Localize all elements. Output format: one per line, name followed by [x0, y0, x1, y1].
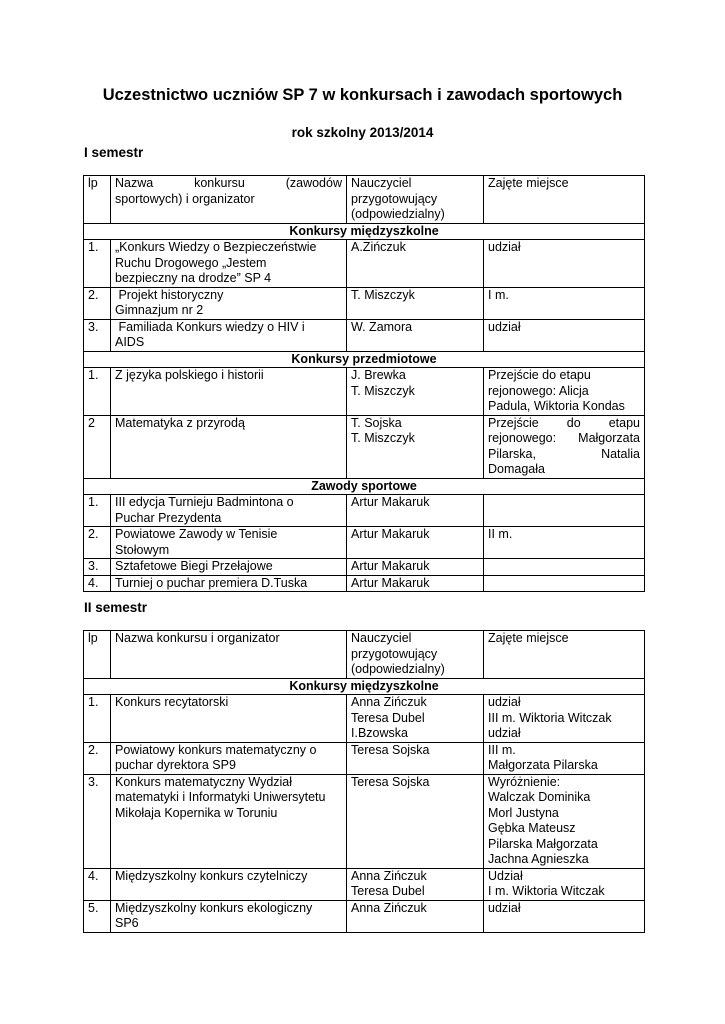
row-teacher: [347, 368, 484, 416]
header-teacher-line: Nauczyciel: [351, 176, 412, 190]
row-teacher: [347, 774, 484, 868]
row-name-line: Powiatowy konkurs matematyczny o: [115, 742, 317, 757]
row-place-line: Przejście do etapu: [488, 415, 640, 430]
section-heading: Konkursy międzyszkolne: [84, 223, 645, 240]
row-teacher-line: Teresa Dubel: [351, 884, 425, 898]
row-teacher: [347, 287, 484, 319]
row-teacher-line: T. Miszczyk: [351, 287, 415, 302]
row-name-line: bezpieczny na drodze” SP 4: [115, 271, 272, 285]
row-name: [111, 900, 347, 932]
row-lp: 2.: [84, 287, 111, 319]
row-teacher-line: Teresa Dubel: [351, 710, 425, 725]
row-name-line: Familiada Konkurs wiedzy o HIV i: [115, 319, 305, 334]
row-lp: 5.: [84, 900, 111, 932]
row-lp: 1.: [84, 368, 111, 416]
row-place-line: udział: [488, 319, 521, 334]
header-teacher-line: (odpowiedzialny): [351, 207, 445, 221]
row-name-line: Międzyszkolny konkurs czytelniczy: [115, 868, 308, 883]
row-teacher-line: A.Zińczuk: [351, 240, 406, 254]
row-name-line: Mikołaja Kopernika w Toruniu: [115, 805, 278, 820]
row-name: [111, 695, 347, 743]
row-place-line: udział: [488, 726, 521, 740]
row-teacher-line: W. Zamora: [351, 319, 413, 334]
row-place-line: Walczak Dominika: [488, 790, 591, 804]
row-teacher: [347, 695, 484, 743]
row-lp: 4.: [84, 575, 111, 592]
header-name: [111, 176, 347, 224]
row-name-line: Ruchu Drogowego „Jestem: [115, 255, 267, 270]
row-place-line: III m.: [488, 742, 516, 757]
row-teacher-line: T. Sojska: [351, 415, 402, 430]
row-name-line: Matematyka z przyrodą: [115, 415, 245, 430]
row-name: [111, 415, 347, 478]
table-row: [84, 240, 645, 288]
row-name: [111, 527, 347, 559]
table-row: [84, 868, 645, 900]
row-place: [484, 240, 645, 288]
row-name: [111, 774, 347, 868]
row-place: [484, 575, 645, 592]
row-lp: 3.: [84, 774, 111, 868]
document-title: Uczestnictwo uczniów SP 7 w konkursach i zawodach sportowych: [102, 86, 623, 104]
table-row: [84, 774, 645, 868]
row-name-line: Projekt historyczny: [115, 287, 224, 302]
row-lp: 2.: [84, 742, 111, 774]
row-place-line: Gębka Mateusz: [488, 821, 576, 835]
row-teacher-line: Anna Zińczuk: [351, 900, 427, 915]
row-place-line: Pilarska Małgorzata: [488, 836, 598, 851]
header-lp: lp: [84, 631, 111, 679]
row-teacher-line: I.Bzowska: [351, 726, 408, 740]
header-name: Nazwa konkursu i organizator: [111, 631, 347, 679]
header-teacher-line: (odpowiedzialny): [351, 662, 445, 676]
header-teacher: [347, 176, 484, 224]
row-lp: 1.: [84, 695, 111, 743]
row-place-line: udział: [488, 695, 521, 709]
row-place-line: Morl Justyna: [488, 805, 559, 820]
row-teacher-line: Artur Makaruk: [351, 527, 430, 541]
row-teacher: [347, 900, 484, 932]
section-heading-row: [84, 678, 645, 695]
header-lp: lp: [84, 176, 111, 224]
table-row: [84, 575, 645, 592]
row-name: [111, 368, 347, 416]
row-teacher-line: T. Miszczyk: [351, 431, 415, 445]
row-name-line: Puchar Prezydenta: [115, 510, 222, 525]
table-row: [84, 415, 645, 478]
row-place: [484, 742, 645, 774]
row-name-line: puchar dyrektora SP9: [115, 758, 236, 772]
semester-1-table: [83, 175, 645, 592]
row-lp: 4.: [84, 868, 111, 900]
header-name-part: konkursu: [194, 176, 245, 190]
row-name: [111, 559, 347, 576]
header-teacher-line: przygotowujący: [351, 646, 438, 661]
row-teacher: [347, 495, 484, 527]
table-header-row: [84, 176, 645, 224]
row-place: [484, 319, 645, 351]
table-row: [84, 695, 645, 743]
row-teacher: [347, 415, 484, 478]
row-place-line: udział: [488, 900, 521, 915]
row-teacher: [347, 559, 484, 576]
row-teacher: [347, 240, 484, 288]
row-place: [484, 415, 645, 478]
row-name: [111, 742, 347, 774]
table-row: [84, 742, 645, 774]
row-name: [111, 495, 347, 527]
row-place-line: II m.: [488, 527, 513, 541]
row-place-line: III m. Wiktoria Witczak: [488, 710, 612, 725]
row-place-line: Domagała: [488, 462, 545, 476]
row-name: [111, 287, 347, 319]
row-place-line: udział: [488, 240, 521, 254]
section-heading-row: [84, 351, 645, 368]
row-lp: 1.: [84, 495, 111, 527]
table-row: [84, 900, 645, 932]
row-teacher-line: Teresa Sojska: [351, 774, 430, 789]
row-name-line: AIDS: [115, 335, 145, 349]
row-place-line: rejonowego: Małgorzata: [488, 431, 640, 445]
header-teacher: [347, 631, 484, 679]
row-lp: 3.: [84, 559, 111, 576]
row-name-line: Turniej o puchar premiera D.Tuska: [115, 575, 308, 590]
row-place: [484, 368, 645, 416]
row-name-line: Powiatowe Zawody w Tenisie: [115, 527, 278, 541]
row-name-line: Stołowym: [115, 542, 170, 557]
header-teacher-line: Nauczyciel: [351, 631, 412, 645]
row-place: [484, 559, 645, 576]
row-teacher: [347, 527, 484, 559]
row-teacher-line: Anna Zińczuk: [351, 695, 427, 709]
row-teacher-line: Artur Makaruk: [351, 575, 430, 590]
row-place: [484, 900, 645, 932]
section-heading: Zawody sportowe: [84, 478, 645, 495]
table-row: [84, 368, 645, 416]
row-place-line: Przejście do etapu: [488, 368, 591, 382]
section-heading: Konkursy międzyszkolne: [84, 678, 645, 695]
row-place-line: Jachna Agnieszka: [488, 852, 589, 866]
row-place: [484, 774, 645, 868]
row-name-line: SP6: [115, 916, 139, 930]
section-heading: Konkursy przedmiotowe: [84, 351, 645, 368]
row-name-line: Gimnazjum nr 2: [115, 303, 204, 317]
row-teacher-line: Artur Makaruk: [351, 559, 430, 573]
row-name-line: Konkurs matematyczny Wydział: [115, 774, 293, 789]
table-row: [84, 495, 645, 527]
row-name-line: Z języka polskiego i historii: [115, 368, 264, 382]
row-name-line: Sztafetowe Biegi Przełajowe: [115, 559, 273, 573]
row-lp: 2.: [84, 527, 111, 559]
row-lp: 1.: [84, 240, 111, 288]
row-lp: 3.: [84, 319, 111, 351]
row-name-line: III edycja Turnieju Badmintona o: [115, 495, 294, 509]
row-teacher: [347, 575, 484, 592]
table-row: [84, 319, 645, 351]
school-year: rok szkolny 2013/2014: [291, 125, 434, 140]
row-place: [484, 527, 645, 559]
row-teacher-line: J. Brewka: [351, 368, 406, 382]
row-teacher: [347, 868, 484, 900]
row-teacher-line: Artur Makaruk: [351, 495, 430, 509]
row-place-line: Małgorzata Pilarska: [488, 758, 598, 772]
row-place-line: I m. Wiktoria Witczak: [488, 884, 605, 898]
row-place-line: Pilarska, Natalia: [488, 446, 640, 461]
row-place-line: I m.: [488, 287, 509, 302]
header-teacher-line: przygotowujący: [351, 191, 438, 206]
row-name-line: Międzyszkolny konkurs ekologiczny: [115, 900, 313, 915]
row-place-line: rejonowego: Alicja: [488, 383, 589, 398]
table-row: [84, 559, 645, 576]
row-teacher-line: Anna Zińczuk: [351, 868, 427, 883]
row-teacher-line: T. Miszczyk: [351, 383, 415, 398]
header-place: Zajęte miejsce: [484, 631, 645, 679]
row-teacher: [347, 742, 484, 774]
section-heading-row: [84, 223, 645, 240]
table-row: [84, 287, 645, 319]
row-place: [484, 695, 645, 743]
table-header-row: [84, 631, 645, 679]
row-place: [484, 495, 645, 527]
semester-2-label: II semestr: [84, 600, 148, 615]
row-teacher: [347, 319, 484, 351]
row-name-line: matematyki i Informatyki Uniwersytetu: [115, 790, 326, 804]
semester-1-label: I semestr: [84, 145, 144, 160]
row-place: [484, 287, 645, 319]
row-name: [111, 868, 347, 900]
row-name-line: Konkurs recytatorski: [115, 695, 229, 709]
row-name: [111, 319, 347, 351]
header-place: Zajęte miejsce: [484, 176, 645, 224]
row-place: [484, 868, 645, 900]
row-name: [111, 575, 347, 592]
row-name: [111, 240, 347, 288]
table-row: [84, 527, 645, 559]
row-place-line: Wyróżnienie:: [488, 774, 561, 789]
row-place-line: Udział: [488, 868, 523, 883]
row-teacher-line: Teresa Sojska: [351, 742, 430, 757]
row-place-line: Padula, Wiktoria Kondas: [488, 399, 625, 413]
header-name-part: (zawodów: [285, 176, 342, 190]
semester-2-table: [83, 630, 645, 933]
row-name-line: „Konkurs Wiedzy o Bezpieczeństwie: [115, 240, 317, 254]
header-name-rest: sportowych) i organizator: [115, 191, 255, 206]
header-name-part: Nazwa: [115, 176, 154, 190]
section-heading-row: [84, 478, 645, 495]
row-lp: 2: [84, 415, 111, 478]
